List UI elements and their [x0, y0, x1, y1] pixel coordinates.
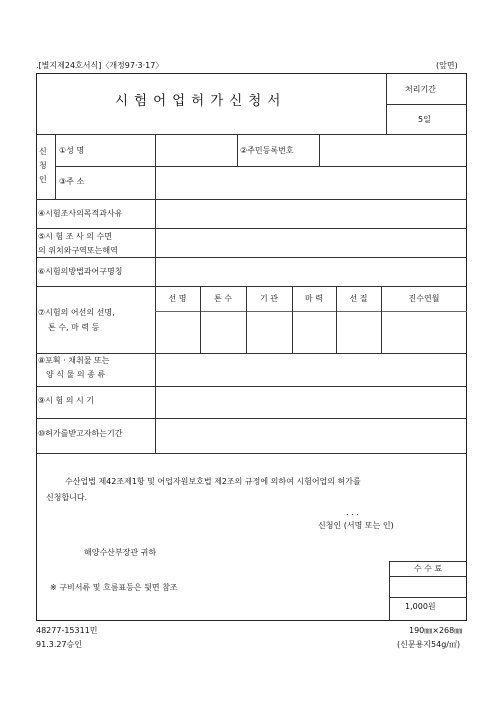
- column-tonnage: 톤 수: [214, 294, 232, 303]
- license-period-field[interactable]: [155, 418, 467, 453]
- column-vessel-name: 선 명: [168, 294, 187, 303]
- resident-number-label: ②주민등록번호: [240, 146, 294, 155]
- attachments-note: ※ 구비서류 및 흐름표등은 뒷면 참조: [50, 583, 178, 592]
- resident-number-field[interactable]: [319, 134, 467, 166]
- location-label-line1: ⑤시 험 조 사 의 수면: [38, 232, 112, 241]
- applicant-signature: 신청인 (서명 또는 인): [318, 521, 394, 530]
- test-period-label: ⑨시 험 의 시 기: [38, 396, 94, 405]
- fee-amount: 1,000원: [405, 602, 436, 611]
- column-hull-material: 선 질: [349, 294, 368, 303]
- tonnage-cell[interactable]: [200, 311, 246, 353]
- column-launch-date: 진수연월: [408, 294, 440, 303]
- applicant-group-label-1: 신: [39, 147, 47, 156]
- launch-date-cell[interactable]: [381, 311, 467, 353]
- statement-line1: 수산업법 제42조제1항 및 어업자원보호법 제2조의 규정에 의하여 시험어업의 허가를: [65, 477, 361, 486]
- address-label: ③주 소: [59, 177, 85, 186]
- date-marks: . . .: [346, 508, 359, 517]
- hull-material-cell[interactable]: [336, 311, 381, 353]
- fee-label: 수 수 료: [413, 564, 443, 573]
- form-title: 시험어업허가신청서: [115, 93, 287, 109]
- applicant-group-label-3: 인: [39, 175, 47, 184]
- statement-line2: 신청합니다.: [46, 493, 88, 502]
- addressee: 해양수산부장관 귀하: [84, 548, 157, 557]
- test-period-field[interactable]: [155, 386, 467, 418]
- location-label-line2: 의 위치와구역또는해역: [38, 246, 118, 255]
- horsepower-cell[interactable]: [292, 311, 336, 353]
- approval-date: 91.3.27승인: [36, 640, 82, 649]
- vessel-label-line2: 톤 수, 마 력 등: [48, 323, 100, 332]
- processing-period-label: 처리기간: [405, 85, 436, 94]
- processing-period-value: 5일: [418, 115, 431, 124]
- purpose-field[interactable]: [155, 199, 467, 228]
- vessel-name-cell[interactable]: [155, 311, 200, 353]
- engine-cell[interactable]: [246, 311, 292, 353]
- paper-type: (신문용지54g/㎡): [397, 640, 461, 649]
- paper-size: 190㎜×268㎜: [409, 626, 463, 635]
- column-horsepower: 마 력: [305, 294, 323, 303]
- purpose-label: ④시험조사의목적과사유: [38, 209, 123, 218]
- location-field[interactable]: [155, 228, 467, 257]
- license-period-label: ⑩허가를받고자하는기간: [38, 429, 123, 438]
- vessel-label-line1: ⑦시험의 어선의 선명,: [38, 308, 115, 317]
- catch-type-field[interactable]: [155, 353, 467, 386]
- name-label: ①성 명: [59, 146, 85, 155]
- catch-type-label-line1: ⑧포획 · 채취물 또는: [38, 356, 110, 365]
- catch-type-label-line2: 양 식 물 의 종 류: [46, 370, 106, 379]
- front-side-note: (앞면): [436, 61, 458, 70]
- applicant-group-label-2: 청: [39, 161, 47, 170]
- name-field[interactable]: [155, 134, 237, 166]
- form-code: 48277-15311민: [36, 626, 98, 635]
- address-field[interactable]: [155, 166, 467, 199]
- form-reference: .[별지제24호서식]〈개정97·3·17〉: [36, 61, 164, 70]
- column-engine: 기 관: [260, 294, 278, 303]
- method-field[interactable]: [155, 257, 467, 286]
- method-label: ⑥시험의방법과어구명칭: [38, 267, 123, 276]
